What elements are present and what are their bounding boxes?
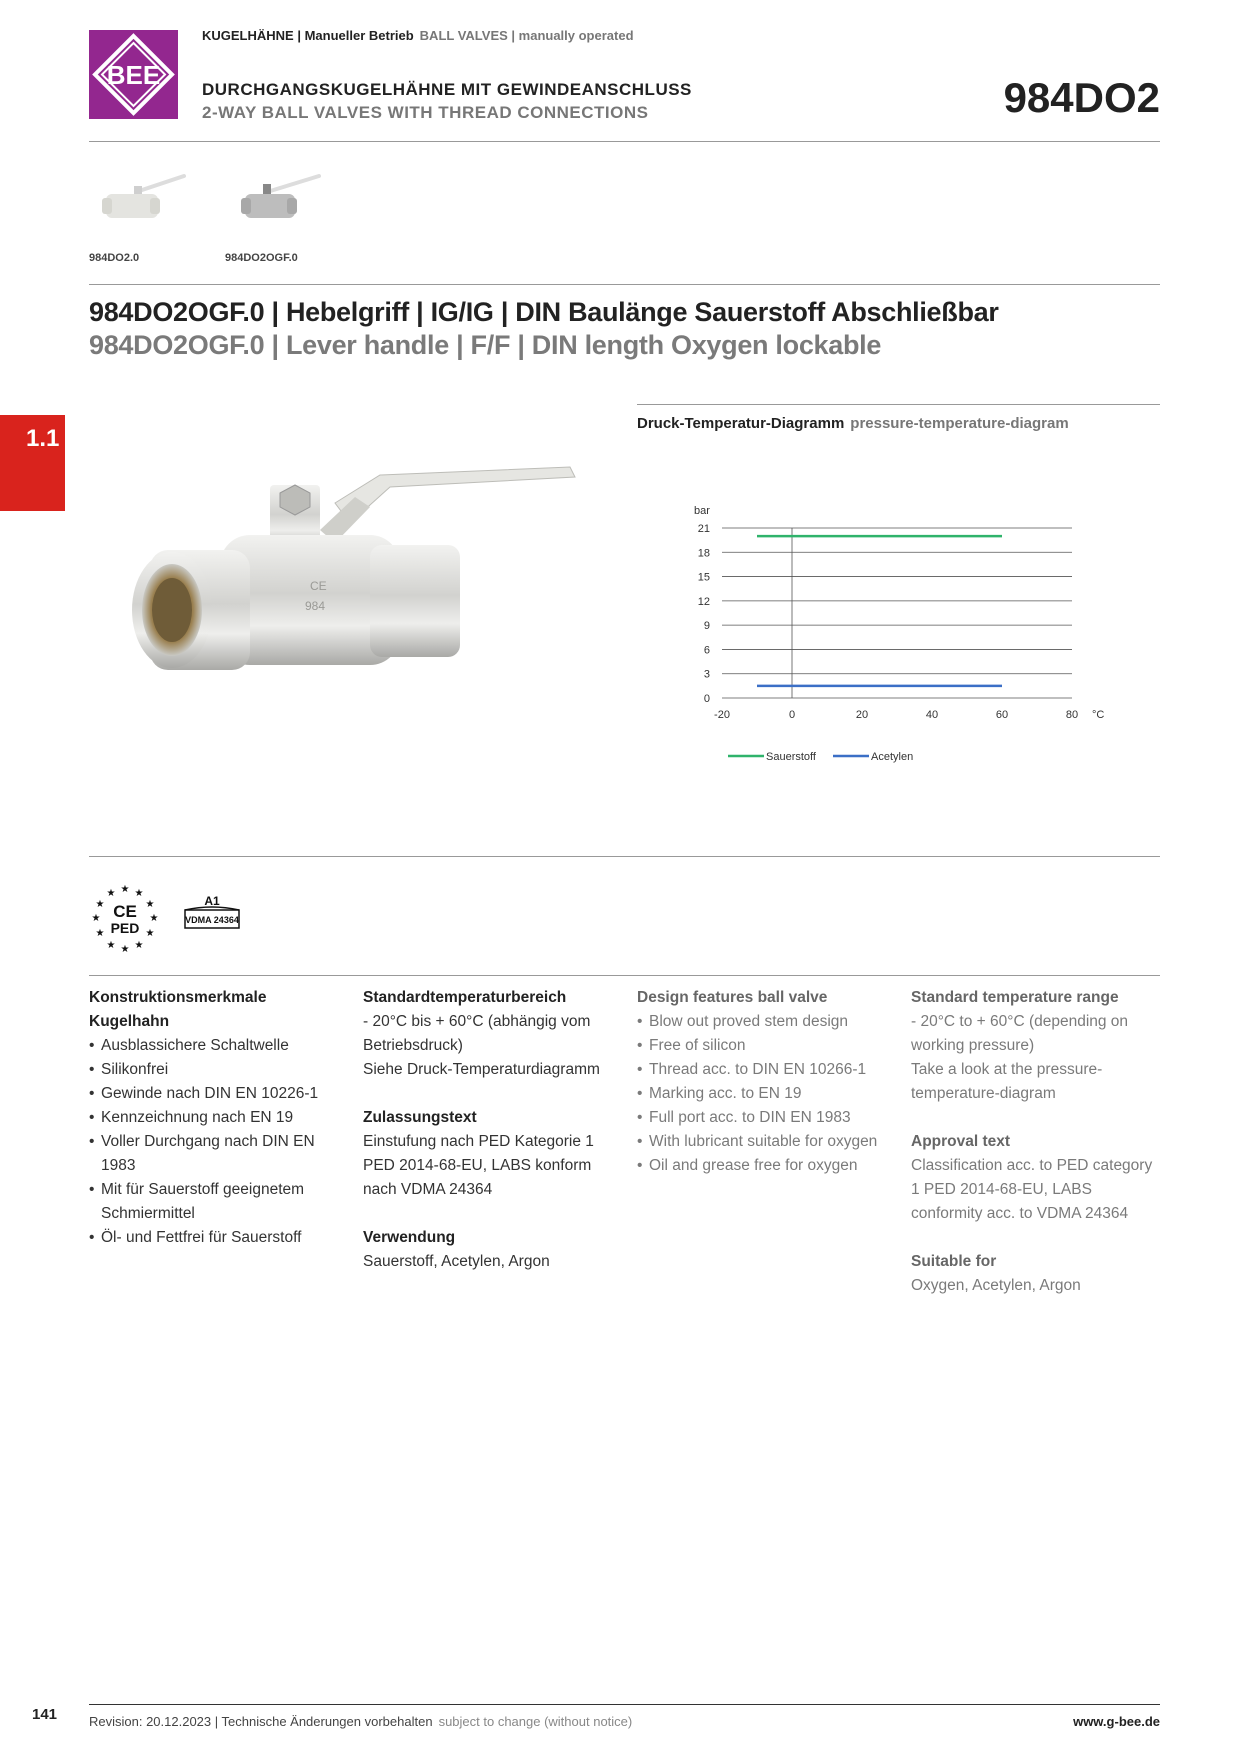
ped-mark <box>92 884 159 955</box>
features-en <box>637 986 897 1178</box>
product-title-en: 984DO2OGF.0 | Lever handle | F/F | DIN length Oxygen lockable <box>89 330 882 360</box>
legend-label: Sauerstoff <box>766 751 816 763</box>
divider <box>89 975 1160 976</box>
temp-range-en-note: Take a look at the pressure-temperature-diagram <box>911 1061 1103 1102</box>
svg-text:984: 984 <box>305 599 326 613</box>
x-tick-label: 40 <box>925 709 939 721</box>
svg-text:★: ★ <box>95 928 105 939</box>
svg-text:★: ★ <box>149 913 159 924</box>
variant-thumbnail-2[interactable] <box>235 170 325 230</box>
breadcrumb <box>202 28 634 43</box>
y-tick-label: 3 <box>703 668 710 681</box>
list-item: • Thread acc. to DIN EN 10266-1 <box>637 1058 897 1082</box>
list-item: • Gewinde nach DIN EN 10226-1 <box>89 1082 349 1106</box>
website-link[interactable]: www.g-bee.de <box>1073 1714 1160 1729</box>
svg-text:★: ★ <box>145 899 155 910</box>
svg-text:★: ★ <box>106 888 116 899</box>
features-de <box>89 986 349 1250</box>
list-item: • Ausblassichere Schaltwelle <box>89 1034 349 1058</box>
x-tick-label: -20 <box>714 709 730 721</box>
list-item: • With lubricant suitable for oxygen <box>637 1130 897 1154</box>
temp-range-de-text: - 20°C bis + 60°C (abhängig vom Betriebsdruck) <box>363 1013 591 1054</box>
list-item: • Öl- und Fettfrei für Sauerstoff <box>89 1226 349 1250</box>
svg-text:★: ★ <box>134 940 144 951</box>
temp-range-en-title: Standard temperature range <box>911 989 1119 1006</box>
ped-mark-text: PED <box>110 920 140 936</box>
approval-en-text: Classification acc. to PED category 1 PED 2014-68-EU, LABS conformity acc. to VDMA 24364 <box>911 1157 1153 1222</box>
y-tick-label: 18 <box>697 547 710 560</box>
category-title-de: DURCHGANGSKUGELHÄHNE MIT GEWINDEANSCHLUSS <box>202 80 692 99</box>
list-item: • Voller Durchgang nach DIN EN 1983 <box>89 1130 349 1178</box>
svg-text:★: ★ <box>134 888 144 899</box>
revision-de: Revision: 20.12.2023 | Technische Änderungen vorbehalten <box>89 1714 433 1729</box>
list-item: • Kennzeichnung nach EN 19 <box>89 1106 349 1130</box>
chart-title-en: pressure-temperature-diagram <box>850 415 1069 432</box>
x-tick-label: 20 <box>855 709 869 721</box>
y-tick-label: 21 <box>697 523 710 535</box>
specs-de <box>363 986 623 1274</box>
breadcrumb-en: BALL VALVES | manually operated <box>419 28 634 43</box>
temp-range-en-text: - 20°C to + 60°C (depending on working pressure) <box>911 1013 1129 1054</box>
divider <box>89 856 1160 857</box>
x-axis-label: °C <box>1092 709 1105 721</box>
breadcrumb-de: KUGELHÄHNE | Manueller Betrieb <box>202 28 414 43</box>
page-number: 141 <box>32 1706 58 1723</box>
svg-text:★: ★ <box>106 940 116 951</box>
chart-title-de: Druck-Temperatur-Diagramm <box>637 415 845 432</box>
usage-en-title: Suitable for <box>911 1253 997 1270</box>
features-de-list <box>89 1034 349 1250</box>
revision-en: subject to change (without notice) <box>438 1714 633 1729</box>
list-item: • Blow out proved stem design <box>637 1010 897 1034</box>
y-tick-label: 0 <box>703 693 710 705</box>
y-tick-label: 12 <box>697 595 710 608</box>
ce-mark-text: CE <box>113 902 137 921</box>
list-item: • Oil and grease free for oxygen <box>637 1154 897 1178</box>
y-axis-label: bar <box>694 505 710 517</box>
chart-divider <box>637 404 1160 405</box>
brand-logo <box>89 30 178 119</box>
x-tick-label: 60 <box>995 709 1009 721</box>
product-image <box>120 455 580 700</box>
chart-title <box>637 415 1069 432</box>
svg-text:★: ★ <box>120 884 130 895</box>
legend-label: Acetylen <box>871 751 914 763</box>
features-de-title: Konstruktionsmerkmale Kugelhahn <box>89 989 267 1030</box>
svg-text:★: ★ <box>120 944 130 955</box>
list-item: • Silikonfrei <box>89 1058 349 1082</box>
a1-text: A1 <box>204 894 220 908</box>
y-tick-label: 9 <box>703 620 710 633</box>
features-en-list <box>637 1010 897 1178</box>
variant-label-2[interactable]: 984DO2OGF.0 <box>225 252 298 264</box>
vdma-mark <box>185 894 239 928</box>
svg-text:★: ★ <box>91 913 101 924</box>
series-code: 984DO2 <box>1003 74 1160 121</box>
x-tick-label: 0 <box>788 709 796 721</box>
svg-text:CE: CE <box>310 579 327 593</box>
usage-de-text: Sauerstoff, Acetylen, Argon <box>363 1253 550 1270</box>
features-en-title: Design features ball valve <box>637 989 828 1006</box>
temp-range-de-title: Standardtemperaturbereich <box>363 989 567 1006</box>
list-item: • Mit für Sauerstoff geeignetem Schmiermittel <box>89 1178 349 1226</box>
specs-en <box>911 986 1160 1298</box>
divider <box>89 284 1160 285</box>
svg-text:★: ★ <box>145 928 155 939</box>
divider <box>89 141 1160 142</box>
category-title-en: 2-WAY BALL VALVES WITH THREAD CONNECTIONS <box>202 103 649 122</box>
list-item: • Marking acc. to EN 19 <box>637 1082 897 1106</box>
list-item: • Full port acc. to DIN EN 1983 <box>637 1106 897 1130</box>
x-tick-label: 80 <box>1065 709 1079 721</box>
list-item: • Free of silicon <box>637 1034 897 1058</box>
vdma-text: VDMA 24364 <box>185 915 239 925</box>
product-title-de: 984DO2OGF.0 | Hebelgriff | IG/IG | DIN Baulänge Sauerstoff Abschließbar <box>89 297 999 327</box>
usage-de-title: Verwendung <box>363 1229 456 1246</box>
revision-note <box>89 1714 632 1729</box>
approval-en-title: Approval text <box>911 1133 1011 1150</box>
certification-marks <box>89 880 259 960</box>
approval-de-text: Einstufung nach PED Kategorie 1 PED 2014-68-EU, LABS konform nach VDMA 24364 <box>363 1133 594 1198</box>
footer-divider <box>89 1704 1160 1705</box>
y-tick-label: 15 <box>697 571 710 584</box>
approval-de-title: Zulassungstext <box>363 1109 477 1126</box>
variant-thumbnail-1[interactable] <box>96 170 186 230</box>
brand-text: BEE <box>106 60 161 90</box>
pressure-temperature-chart <box>660 490 1120 780</box>
svg-text:★: ★ <box>95 899 105 910</box>
y-tick-label: 6 <box>703 644 710 657</box>
section-tab[interactable]: 1.1 <box>0 415 65 511</box>
variant-label-1[interactable]: 984DO2.0 <box>89 252 140 264</box>
temp-range-de-note: Siehe Druck-Temperaturdiagramm <box>363 1061 600 1078</box>
usage-en-text: Oxygen, Acetylen, Argon <box>911 1277 1081 1294</box>
